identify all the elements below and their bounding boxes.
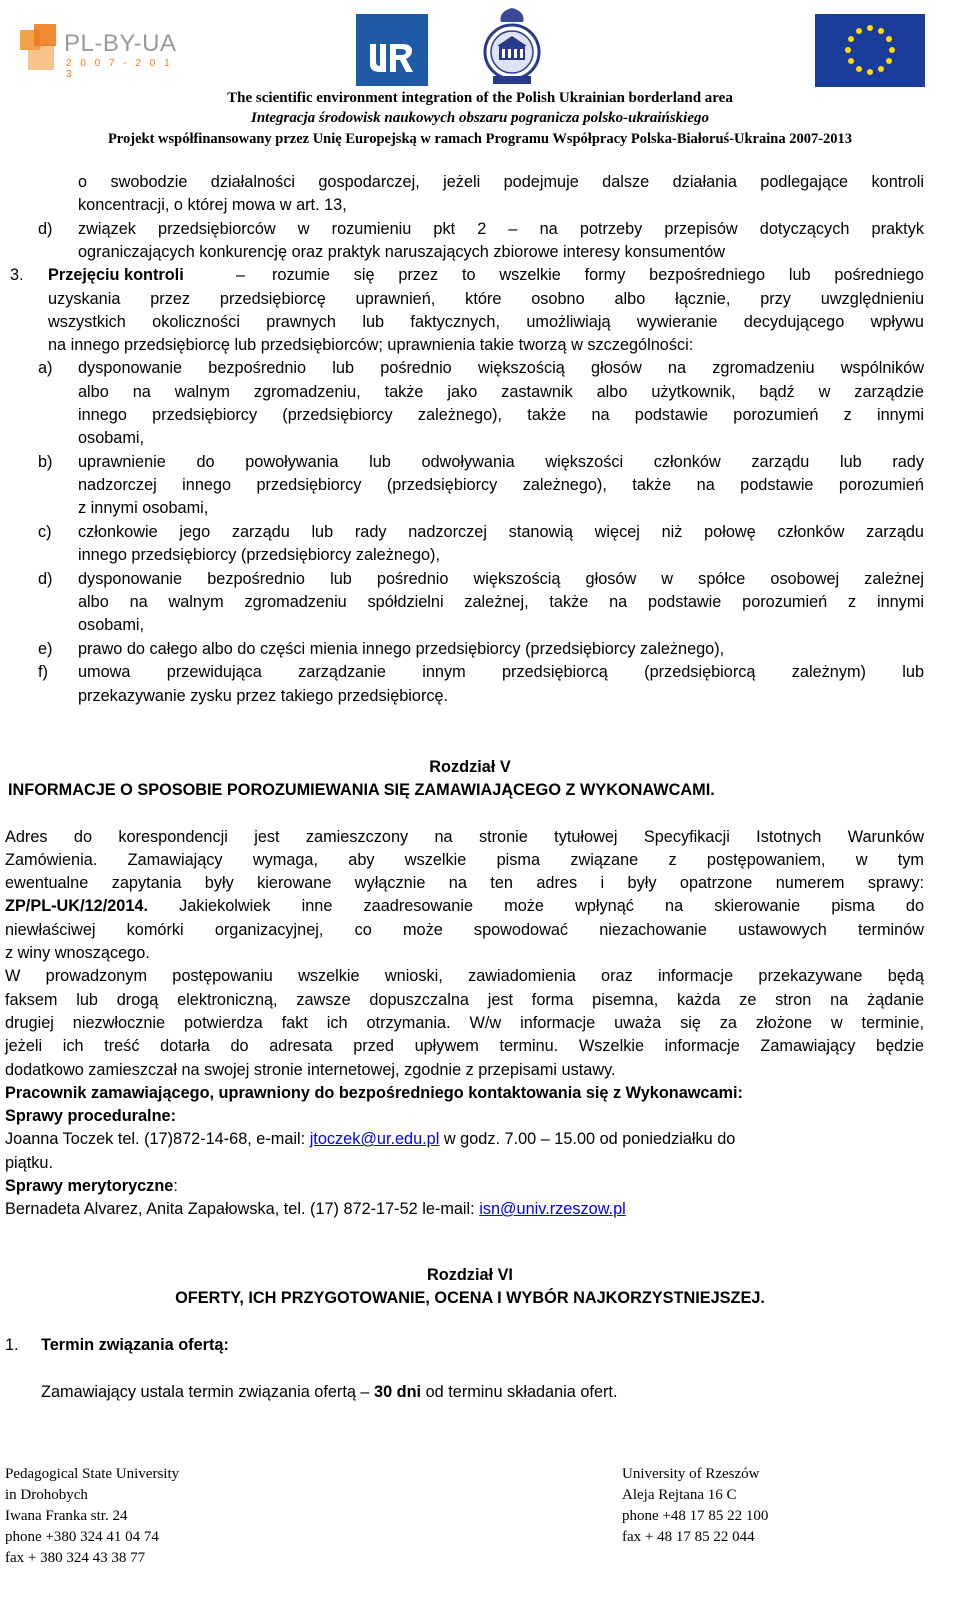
footer-line: phone +380 324 41 04 74 [5,1529,159,1545]
paragraph-line: niewłaściwej komórki organizacyjnej, co może spowodować niezachowanie ustawowych terminów [5,921,924,939]
contact-person: Bernadeta Alvarez, Anita Zapałowska, tel. (17) 872-17-52 le-mail: [5,1200,480,1218]
item-text: umowa przewidująca zarządzanie innym przedsiębiorcą (przedsiębiorcą zależnym) lub [78,663,924,681]
pl-by-ua-logo [20,24,180,80]
contact-person: Joanna Toczek tel. (17)872-14-68, e-mail: [5,1130,310,1148]
item-label: b) [38,453,53,471]
paragraph-line: ewentualne zapytania były kierowane wyłącznie na ten adres i były opatrzone numerem sprawy: [5,874,924,892]
item-text: dysponowanie bezpośrednio lub pośrednio większością głosów w spółce osobowej zależnej [78,570,924,588]
merit-colon: : [173,1177,178,1195]
footer-right [622,1464,768,1548]
item-text: związek przedsiębiorców w rozumieniu pkt 2 – na potrzeby przepisów dotyczących praktyk [78,220,924,238]
section-text: rozumie się przez to wszelkie formy bezpośredniego lub pośredniego [272,266,924,284]
paragraph-line: W prowadzonym postępowaniu wszelkie wnioski, zawiadomienia oraz informacje przekazywane będą [5,967,924,985]
contact-heading: Pracownik zamawiającego, uprawniony do bezpośredniego kontaktowania się z Wykonawcami: [5,1084,743,1102]
item-label: c) [38,523,52,541]
footer-line: phone +48 17 85 22 100 [622,1508,769,1524]
item-text: prawo do całego albo do części mienia innego przedsiębiorcy (przedsiębiorcy zależnego), [78,640,725,658]
footer-left [5,1464,179,1569]
item-text: albo na walnym zgromadzeniu spółdzielni zależnej, także na podstawie porozumień z innymi [78,593,924,611]
cont-line: koncentracji, o której mowa w art. 13, [78,196,347,214]
section-term: Przejęciu kontroli [48,266,184,284]
merit-heading: Sprawy merytoryczne [5,1177,174,1195]
binding-text: od terminu składania ofert. [421,1383,618,1401]
item-text: albo na walnym zgromadzeniu, także jako zastawnik albo użytkownik, bądź w zarządzie [78,383,924,401]
item-text: przekazywanie zysku przez takiego przedsiębiorcę. [78,687,449,705]
eu-flag-icon [815,14,925,87]
paragraph-line: faksem lub drogą elektroniczną, zawsze dopuszczalna jest forma pisemna, każda ze stron na żądanie [5,991,924,1009]
footer-line: in Drohobych [5,1487,88,1503]
cont-line: o swobodzie działalności gospodarczej, jeżeli podejmuje dalsze działania podlegające kontroli [78,173,924,191]
paragraph-line: Adres do korespondencji jest zamieszczony na stronie tytułowej Specyfikacji Istotnych Warunków [5,828,924,846]
paragraph-line: Zamówienia. Zamawiający wymaga, aby wszelkie pisma związane z postępowaniem, w tym [5,851,924,869]
item-text: osobami, [78,429,145,447]
item-label: a) [38,359,53,377]
section-text: wszystkich okoliczności prawnych lub faktycznych, umożliwiają wywieranie decydującego wpływu [48,313,924,331]
office-hours-cont: piątku. [5,1154,53,1172]
ur-university-logo [356,14,428,86]
section-text: uzyskania przez przedsiębiorcę uprawnień, które osobno albo łącznie, przy uwzględnieniu [48,290,924,308]
merit-heading-row [5,1175,178,1198]
paragraph-line: jeżeli ich treść dotarła do adresata przed upływem terminu. Wszelkie informacje Zamawiający będzie [5,1037,924,1055]
office-hours: w godz. 7.00 – 15.00 od poniedziałku do [439,1130,736,1148]
paragraph-line [5,895,924,918]
item-text: nadzorczej innego przedsiębiorcy (przedsiębiorcy zależnego), także na podstawie porozumień [78,476,924,494]
binding-days: 30 dni [374,1383,422,1401]
item-text: członkowie jego zarządu lub rady nadzorczej stanowią więcej niż połowę członków zarządu [78,523,924,541]
case-number: ZP/PL-UK/12/2014. [5,897,148,915]
header-title-en: The scientific environment integration of the Polish Ukrainian borderland area [227,90,733,106]
footer-line: Aleja Rejtana 16 C [622,1487,737,1503]
paragraph-line: dodatkowo zamieszczał na swojej stronie internetowej, zgodnie z przepisami ustawy. [5,1061,616,1079]
paragraph-line: drugiej niezwłocznie potwierdza fakt ich otrzymania. W/w informacje uważa się za złożone w terminie, [5,1014,924,1032]
merit-email-link[interactable]: isn@univ.rzeszow.pl [479,1200,626,1218]
header-project-note: Projekt współfinansowany przez Unię Europejską w ramach Programu Współpracy Polska-Białoruś-Ukraina 2007-2013 [107,131,853,147]
item-text: dysponowanie bezpośrednio lub pośrednio większością głosów na zgromadzeniu wspólników [78,359,924,377]
item-label: d) [38,220,53,238]
item-text: ograniczających konkurencję oraz praktyk naruszających zbiorowe interesy konsumentów [78,243,726,261]
chapter-subtitle: OFERTY, ICH PRZYGOTOWANIE, OCENA I WYBÓR NAJKORZYSTNIEJSZEJ. [175,1289,765,1307]
paragraph-line: z winy wnoszącego. [5,944,150,962]
item-text: innego przedsiębiorcy (przedsiębiorcy zależnego), także na podstawie porozumień z innymi [78,406,924,424]
section-text: na innego przedsiębiorcę lub przedsiębiorców; uprawnienia takie tworzą w szczególności: [48,336,694,354]
item-text: osobami, [78,616,145,634]
footer-line: University of Rzeszów [622,1466,760,1482]
binding-text: Zamawiający ustala termin związania ofertą – [41,1383,375,1401]
section-number: 3. [10,266,24,284]
item-label: e) [38,640,53,658]
item-number: 1. [5,1336,19,1354]
merit-contact [5,1198,924,1221]
item-text: innego przedsiębiorcy (przedsiębiorcy zależnego), [78,546,440,564]
footer-line: fax + 380 324 43 38 77 [5,1550,146,1566]
item-text: uprawnienie do powoływania lub odwoływania większości członków zarządu lub rady [78,453,924,471]
drohobych-university-seal-icon [483,6,541,86]
binding-term [41,1381,617,1404]
procedural-email-link[interactable]: jtoczek@ur.edu.pl [309,1130,440,1148]
chapter-subtitle: INFORMACJE O SPOSOBIE POROZUMIEWANIA SIĘ ZAMAWIAJĄCEGO Z WYKONAWCAMI. [8,781,715,799]
paragraph-text: Jakiekolwiek inne zaadresowanie może wpłynąć na skierowanie pisma do [147,897,924,915]
item-label: d) [38,570,53,588]
item-text: z innymi osobami, [78,499,209,517]
header-title-pl: Integracja środowisk naukowych obszaru pogranicza polsko-ukraińskiego [251,110,709,126]
footer-line: fax + 48 17 85 22 044 [622,1529,755,1545]
procedural-contact [5,1128,924,1151]
section-dash: – [236,266,246,284]
chapter-title: Rozdział V [429,758,511,776]
logo-name: PL-BY-UA [64,30,177,57]
footer-line: Pedagogical State University [5,1466,180,1482]
footer-line: Iwana Franka str. 24 [5,1508,128,1524]
item-label: f) [38,663,48,681]
procedural-heading: Sprawy proceduralne: [5,1107,177,1125]
item-title: Termin związania ofertą: [41,1336,229,1354]
chapter-title: Rozdział VI [427,1266,513,1284]
logo-years: 2 0 0 7 - 2 0 1 3 [66,58,173,80]
